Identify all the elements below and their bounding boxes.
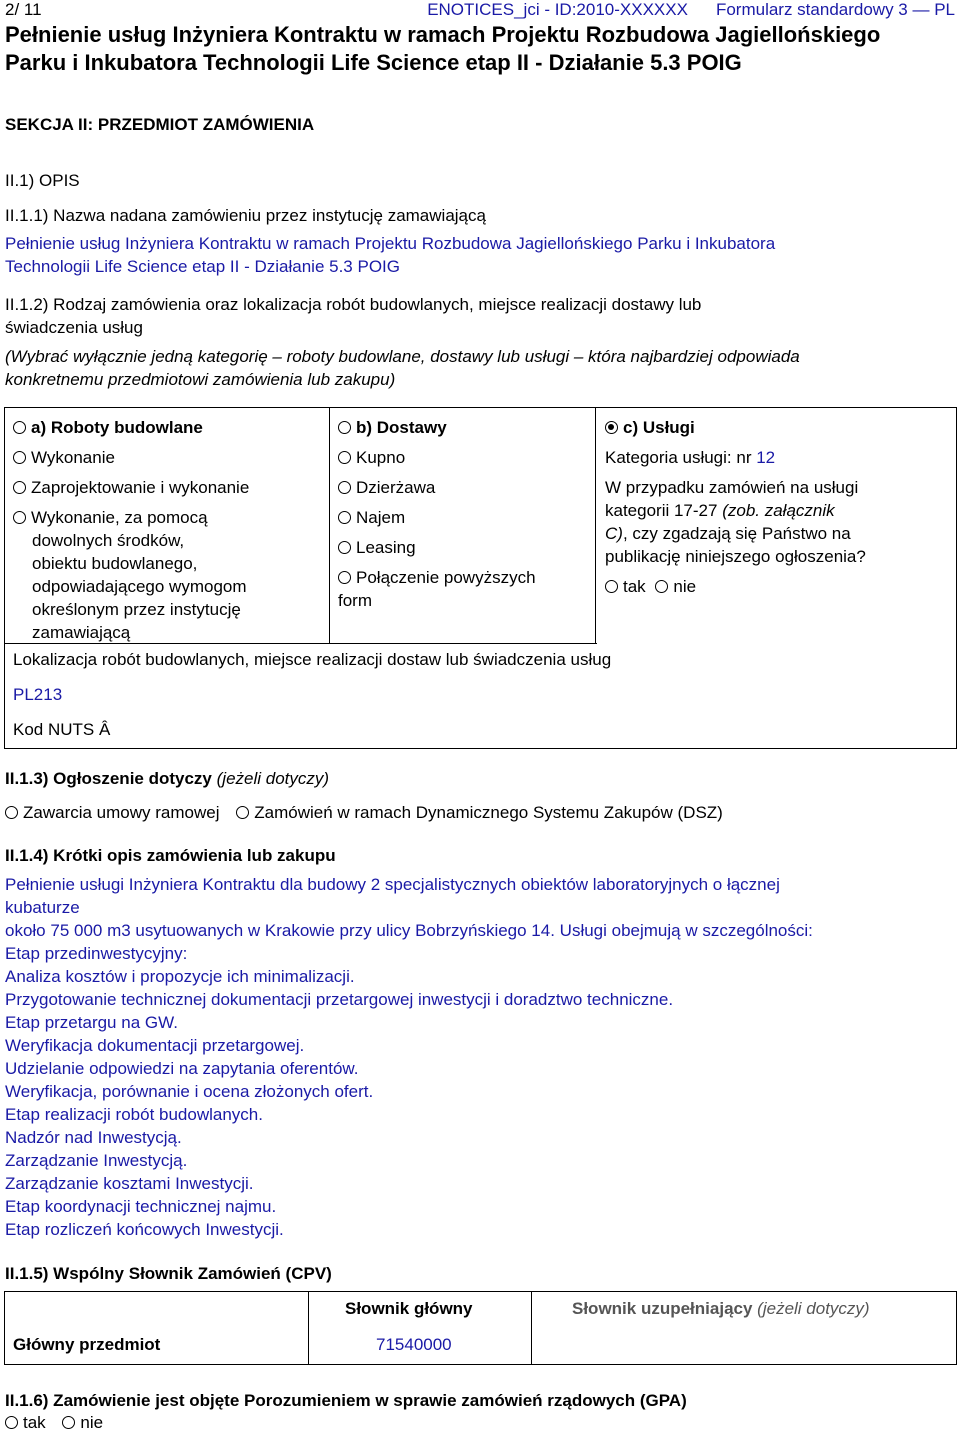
lokalizacja-value: PL213 [13,685,63,704]
cpv-row-value: 71540000 [376,1335,452,1354]
cpv-col-supp-row [572,1299,870,1319]
s114-line: Etap koordynacji technicznej najmu. [5,1197,277,1216]
label-najem: Najem [356,508,406,527]
roboty-title: a) Roboty budowlane [31,418,203,437]
label-uslugi-tak: tak [623,577,646,596]
uslugi-q-l1: W przypadku zamówień na usługi [605,478,859,497]
s113-heading: II.1.3) Ogłoszenie dotyczy [5,769,212,788]
s114-line: Pełnienie usługi Inżyniera Kontraktu dla budowy 2 specjalistycznych obiektów laboratoryjnych o łącznej [5,875,780,894]
radio-dzierzawa[interactable] [338,481,351,494]
s114-line: Udzielanie odpowiedzi na zapytania oferentów. [5,1059,359,1078]
cpv-col-supp-note: (jeżeli dotyczy) [757,1299,870,1318]
s112-heading-line-2: świadczenia usług [5,318,143,337]
uslugi-q-l3a: C) [605,524,623,543]
uslugi-q-l3b: , czy zgadzają się Państwo na [622,524,851,543]
s113-heading-row [5,767,329,790]
label-polaczenie-l1: Połączenie powyższych [356,568,536,587]
kategoria-value: 12 [756,448,776,467]
s114-line: Etap przedinwestycyjny: [5,944,188,963]
label-wykonanie: Wykonanie [31,448,115,467]
dostawy-title: b) Dostawy [356,418,447,437]
s114-line: Etap rozliczeń końcowych Inwestycji. [5,1220,284,1239]
label-opt3-l3: obiektu budowlanego, [32,554,198,573]
cpv-col-supp: Słownik uzupełniający [572,1299,753,1318]
radio-zaprojektowanie[interactable] [13,481,26,494]
s113-options [5,801,723,824]
radio-wykonanie-srodkami[interactable] [13,511,26,524]
s114-line: Etap przetargu na GW. [5,1013,178,1032]
label-kupno: Kupno [356,448,406,467]
label-dzierzawa: Dzierżawa [356,478,436,497]
radio-gpa-tak[interactable] [5,1416,18,1429]
s112-note-line-2: konkretnemu przedmiotowi zamówienia lub zakupu) [5,370,396,389]
label-opt3-l1: Wykonanie, za pomocą [31,508,208,527]
s111-value-line-1: Pełnienie usług Inżyniera Kontraktu w ramach Projektu Rozbudowa Jagiellońskiego Parku i Inkubatora [5,234,776,253]
s114-line: Weryfikacja dokumentacji przetargowej. [5,1036,305,1055]
radio-wykonanie[interactable] [13,451,26,464]
col-roboty [13,416,249,651]
radio-roboty[interactable] [13,421,26,434]
label-zaprojektowanie: Zaprojektowanie i wykonanie [31,478,250,497]
s114-line: Nadzór nad Inwestycją. [5,1128,182,1147]
radio-gpa-nie[interactable] [62,1416,75,1429]
s116-heading: II.1.6) Zamówienie jest objęte Porozumieniem w sprawie zamówień rządowych (GPA) [5,1391,687,1410]
s114-heading: II.1.4) Krótki opis zamówienia lub zakupu [5,846,336,865]
radio-dsz[interactable] [236,806,249,819]
cpv-col-main: Słownik główny [345,1299,473,1318]
label-polaczenie-l2: form [338,591,372,610]
label-dsz: Zamówień w ramach Dynamicznego Systemu Zakupów (DSZ) [254,803,723,822]
page-header [5,0,955,22]
col-dostawy [338,416,536,619]
s111-value-line-2: Technologii Life Science etap II - Działanie 5.3 POIG [5,257,400,276]
form-name: Formularz standardowy 3 — PL [715,0,955,19]
label-gpa-tak: tak [23,1413,46,1432]
radio-uslugi-tak[interactable] [605,580,618,593]
radio-leasing[interactable] [338,541,351,554]
uslugi-q-l4: publikację niniejszego ogłoszenia? [605,547,866,566]
label-opt3-l2: dowolnych środków, [32,531,185,550]
s114-line: Zarządzanie Inwestycją. [5,1151,188,1170]
label-gpa-nie: nie [80,1413,104,1432]
notice-title-line-1: Pełnienie usług Inżyniera Kontraktu w ramach Projektu Rozbudowa Jagiellońskiego [5,22,881,47]
radio-uslugi-nie[interactable] [655,580,668,593]
label-uslugi-nie: nie [673,577,697,596]
label-opt3-l4: odpowiadającego wymogom [32,577,247,596]
s112-heading-line-1: II.1.2) Rodzaj zamówienia oraz lokalizacja robót budowlanych, miejsce realizacji dostawy lub [5,295,702,314]
s115-heading: II.1.5) Wspólny Słownik Zamówień (CPV) [5,1264,332,1283]
uslugi-title: c) Usługi [623,418,695,437]
s111-heading: II.1.1) Nazwa nadana zamówieniu przez instytucję zamawiającą [5,206,486,225]
section-title: SEKCJA II: PRZEDMIOT ZAMÓWIENIA [5,115,315,134]
label-umowa-ramowa: Zawarcia umowy ramowej [23,803,220,822]
page-number: 2/ 11 [5,0,42,19]
s114-line: kubaturze [5,898,80,917]
cpv-table [4,1291,957,1365]
col-uslugi [605,416,866,605]
s113-heading-note: (jeżeli dotyczy) [216,769,330,788]
label-leasing: Leasing [356,538,416,557]
opis-heading: II.1) OPIS [5,171,80,190]
lokalizacja-label: Lokalizacja robót budowlanych, miejsce realizacji dostaw lub świadczenia usług [13,650,612,669]
kategoria-label: Kategoria usługi: nr [605,448,752,467]
s114-line: Przygotowanie technicznej dokumentacji przetargowej inwestycji i doradztwo techniczne. [5,990,674,1009]
radio-uslugi-checked[interactable] [605,421,618,434]
radio-kupno[interactable] [338,451,351,464]
notice-id: ENOTICES_jci - ID:2010-XXXXXX [427,0,688,19]
label-opt3-l5: określonym przez instytucję [32,600,241,619]
nuts-label: Kod NUTS Â [13,720,111,739]
uslugi-q-l2b: (zob. załącznik [722,501,835,520]
uslugi-q-l2a: kategorii 17-27 [605,501,718,520]
s114-line: Weryfikacja, porównanie i ocena złożonych ofert. [5,1082,374,1101]
radio-polaczenie[interactable] [338,571,351,584]
s114-line: około 75 000 m3 usytuowanych w Krakowie przy ulicy Bobrzyńskiego 14. Usługi obejmują w szczególności: [5,921,813,940]
s112-note-line-1: (Wybrać wyłącznie jedną kategorię – roboty budowlane, dostawy lub usługi – która najbardziej odpowiada [5,347,800,366]
contract-type-box [4,407,957,749]
s114-line: Etap realizacji robót budowlanych. [5,1105,263,1124]
s114-line: Zarządzanie kosztami Inwestycji. [5,1174,254,1193]
cpv-row-label: Główny przedmiot [13,1335,161,1354]
label-opt3-l6: zamawiającą [32,623,131,642]
s116-options [5,1411,103,1434]
radio-najem[interactable] [338,511,351,524]
radio-umowa-ramowa[interactable] [5,806,18,819]
s114-line: Analiza kosztów i propozycje ich minimalizacji. [5,967,355,986]
radio-dostawy[interactable] [338,421,351,434]
notice-title-line-2: Parku i Inkubatora Technologii Life Science etap II - Działanie 5.3 POIG [5,50,742,75]
